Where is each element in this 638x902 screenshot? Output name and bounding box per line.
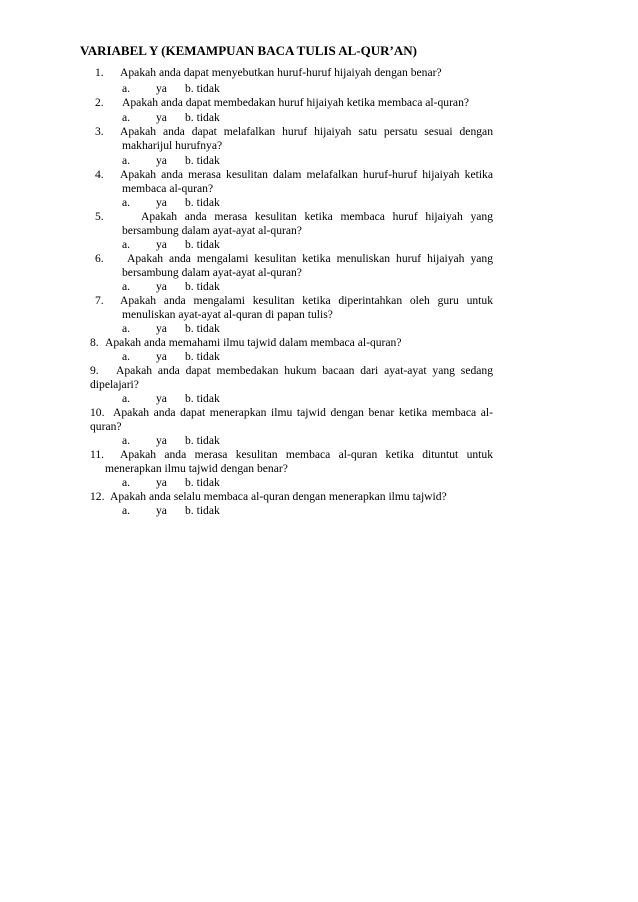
option-a-text: ya — [156, 196, 167, 209]
option-a-marker: a. — [122, 82, 131, 95]
option-a-marker: a. — [122, 322, 131, 335]
question-text: makharijul hurufnya? — [122, 139, 223, 152]
question-text: dipelajari? — [90, 378, 139, 391]
question-text: menuliskan ayat-ayat al-quran di papan tulis? — [122, 308, 333, 321]
question-text: Apakah anda dapat melafalkan huruf hijaiyah satu persatu sesuai dengan — [120, 125, 493, 138]
option-b-text: b. tidak — [185, 350, 220, 363]
option-a-marker: a. — [122, 392, 131, 405]
question-text: Apakah anda dapat membedakan huruf hijaiyah ketika membaca al-quran? — [122, 96, 470, 109]
option-a-text: ya — [156, 350, 167, 363]
option-a-marker: a. — [122, 196, 131, 209]
option-b-text: b. tidak — [185, 280, 220, 293]
option-b-text: b. tidak — [185, 504, 220, 517]
question-text: Apakah anda mengalami kesulitan ketika menuliskan huruf hijaiyah yang — [127, 252, 493, 265]
question-number: 3. — [95, 125, 104, 138]
question-text: bersambung dalam ayat-ayat al-quran? — [122, 224, 302, 237]
option-a-text: ya — [156, 111, 167, 124]
option-a-text: ya — [156, 392, 167, 405]
question-text: quran? — [90, 420, 122, 433]
option-a-marker: a. — [122, 434, 131, 447]
option-b-text: b. tidak — [185, 238, 220, 251]
question-number: 7. — [95, 294, 104, 307]
question-text: Apakah anda mengalami kesulitan ketika diperintahkan oleh guru untuk — [120, 294, 493, 307]
question-text: Apakah anda selalu membaca al-quran dengan menerapkan ilmu tajwid? — [110, 490, 447, 503]
option-a-marker: a. — [122, 504, 131, 517]
option-a-text: ya — [156, 504, 167, 517]
question-text: Apakah anda merasa kesulitan membaca al-quran ketika dituntut untuk — [120, 448, 493, 461]
question-number: 5. — [95, 210, 104, 223]
option-a-text: ya — [156, 280, 167, 293]
option-a-marker: a. — [122, 350, 131, 363]
question-text: Apakah anda merasa kesulitan ketika membaca huruf hijaiyah yang — [141, 210, 493, 223]
option-a-text: ya — [156, 322, 167, 335]
question-text: Apakah anda merasa kesulitan dalam melafalkan huruf-huruf hijaiyah ketika — [120, 168, 493, 181]
option-a-marker: a. — [122, 111, 131, 124]
option-b-text: b. tidak — [185, 476, 220, 489]
option-a-text: ya — [156, 476, 167, 489]
option-a-marker: a. — [122, 280, 131, 293]
option-b-text: b. tidak — [185, 434, 220, 447]
question-text: Apakah anda dapat menyebutkan huruf-huruf hijaiyah dengan benar? — [120, 66, 442, 79]
option-b-text: b. tidak — [185, 82, 220, 95]
option-a-text: ya — [156, 238, 167, 251]
option-a-marker: a. — [122, 154, 131, 167]
question-text: menerapkan ilmu tajwid dengan benar? — [105, 462, 288, 475]
question-text: Apakah anda dapat membedakan hukum bacaan dari ayat-ayat yang sedang — [116, 364, 493, 377]
option-a-marker: a. — [122, 238, 131, 251]
question-number: 4. — [95, 168, 104, 181]
option-a-text: ya — [156, 434, 167, 447]
option-b-text: b. tidak — [185, 196, 220, 209]
question-number: 11. — [90, 448, 105, 461]
option-b-text: b. tidak — [185, 111, 220, 124]
question-number: 8. — [90, 336, 99, 349]
question-number: 6. — [95, 252, 104, 265]
question-number: 10. — [90, 406, 105, 419]
question-text: Apakah anda dapat menerapkan ilmu tajwid dengan benar ketika membaca al- — [113, 406, 493, 419]
option-b-text: b. tidak — [185, 154, 220, 167]
question-text: Apakah anda memahami ilmu tajwid dalam membaca al-quran? — [105, 336, 402, 349]
option-b-text: b. tidak — [185, 322, 220, 335]
option-a-text: ya — [156, 154, 167, 167]
question-number: 2. — [95, 96, 104, 109]
document-title: VARIABEL Y (KEMAMPUAN BACA TULIS AL-QUR’AN) — [80, 43, 417, 58]
question-number: 9. — [90, 364, 99, 377]
option-b-text: b. tidak — [185, 392, 220, 405]
question-text: membaca al-quran? — [122, 182, 214, 195]
question-text: bersambung dalam ayat-ayat al-quran? — [122, 266, 302, 279]
question-number: 1. — [95, 66, 104, 79]
option-a-marker: a. — [122, 476, 131, 489]
question-number: 12. — [90, 490, 105, 503]
option-a-text: ya — [156, 82, 167, 95]
